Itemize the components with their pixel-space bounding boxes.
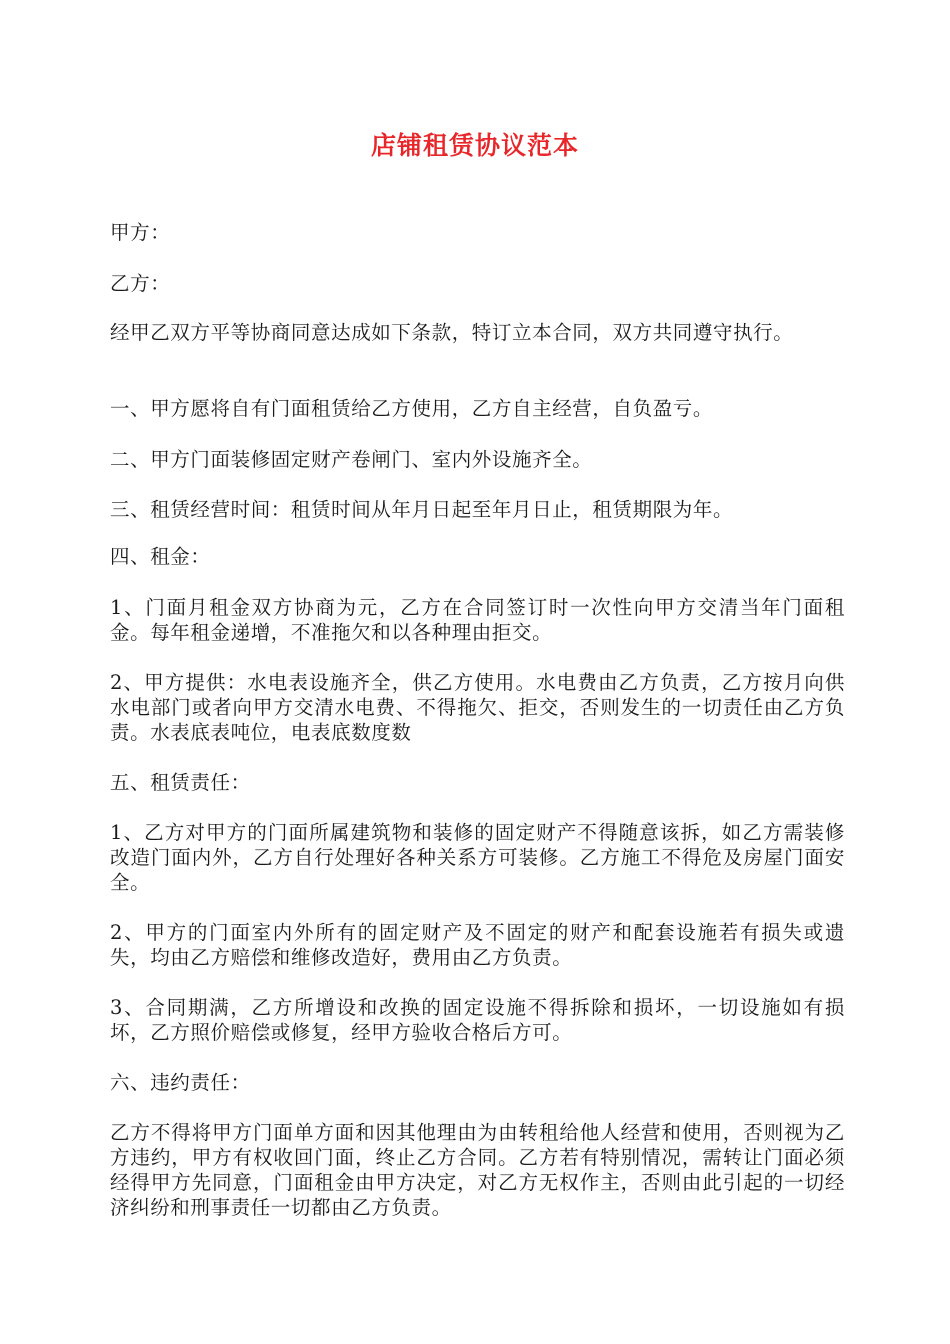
clause-3: 三、租赁经营时间：租赁时间从年月日起至年月日止，租赁期限为年。: [110, 498, 734, 521]
section-heading-responsibility: 五、租赁责任：: [110, 771, 251, 794]
intro-paragraph: 经甲乙双方平等协商同意达成如下条款，特订立本合同，双方共同遵守执行。: [110, 321, 794, 344]
responsibility-item-1: 1、乙方对甲方的门面所属建筑物和装修的固定财产不得随意该拆，如乙方需装修改造门面内外，乙方自行处理好各种关系方可装修。乙方施工不得危及房屋门面安全。: [110, 821, 845, 894]
party-b-line: 乙方：: [110, 272, 171, 295]
rent-item-1: 1、门面月租金双方协商为元，乙方在合同签订时一次性向甲方交清当年门面租金。每年租金递增，不准拖欠和以各种理由拒交。: [110, 596, 845, 644]
section-heading-rent: 四、租金：: [110, 545, 211, 568]
clause-1: 一、甲方愿将自有门面租赁给乙方使用，乙方自主经营，自负盈亏。: [110, 397, 714, 420]
section-heading-breach: 六、违约责任：: [110, 1071, 251, 1094]
party-a-line: 甲方：: [110, 221, 171, 244]
document-title: 店铺租赁协议范本: [370, 131, 579, 160]
breach-paragraph: 乙方不得将甲方门面单方面和因其他理由为由转租给他人经营和使用，否则视为乙方违约，甲方有权收回门面，终止乙方合同。乙方若有特别情况，需转让门面必须经得甲方先同意，门面租金由甲方决定，对乙方无权作主，否则由此引起的一切经济纠纷和刑事责任一切都由乙方负责。: [110, 1121, 845, 1219]
clause-2: 二、甲方门面装修固定财产卷闸门、室内外设施齐全。: [110, 448, 593, 471]
responsibility-item-3: 3、合同期满，乙方所增设和改换的固定设施不得拆除和损坏，一切设施如有损坏，乙方照价赔偿或修复，经甲方验收合格后方可。: [110, 996, 845, 1044]
responsibility-item-2: 2、甲方的门面室内外所有的固定财产及不固定的财产和配套设施若有损失或遗失，均由乙方赔偿和维修改造好，费用由乙方负责。: [110, 921, 845, 969]
rent-item-2: 2、甲方提供：水电表设施齐全，供乙方使用。水电费由乙方负责，乙方按月向供水电部门或者向甲方交清水电费、不得拖欠、拒交，否则发生的一切责任由乙方负责。水表底表吨位，电表底数度数: [110, 671, 845, 744]
